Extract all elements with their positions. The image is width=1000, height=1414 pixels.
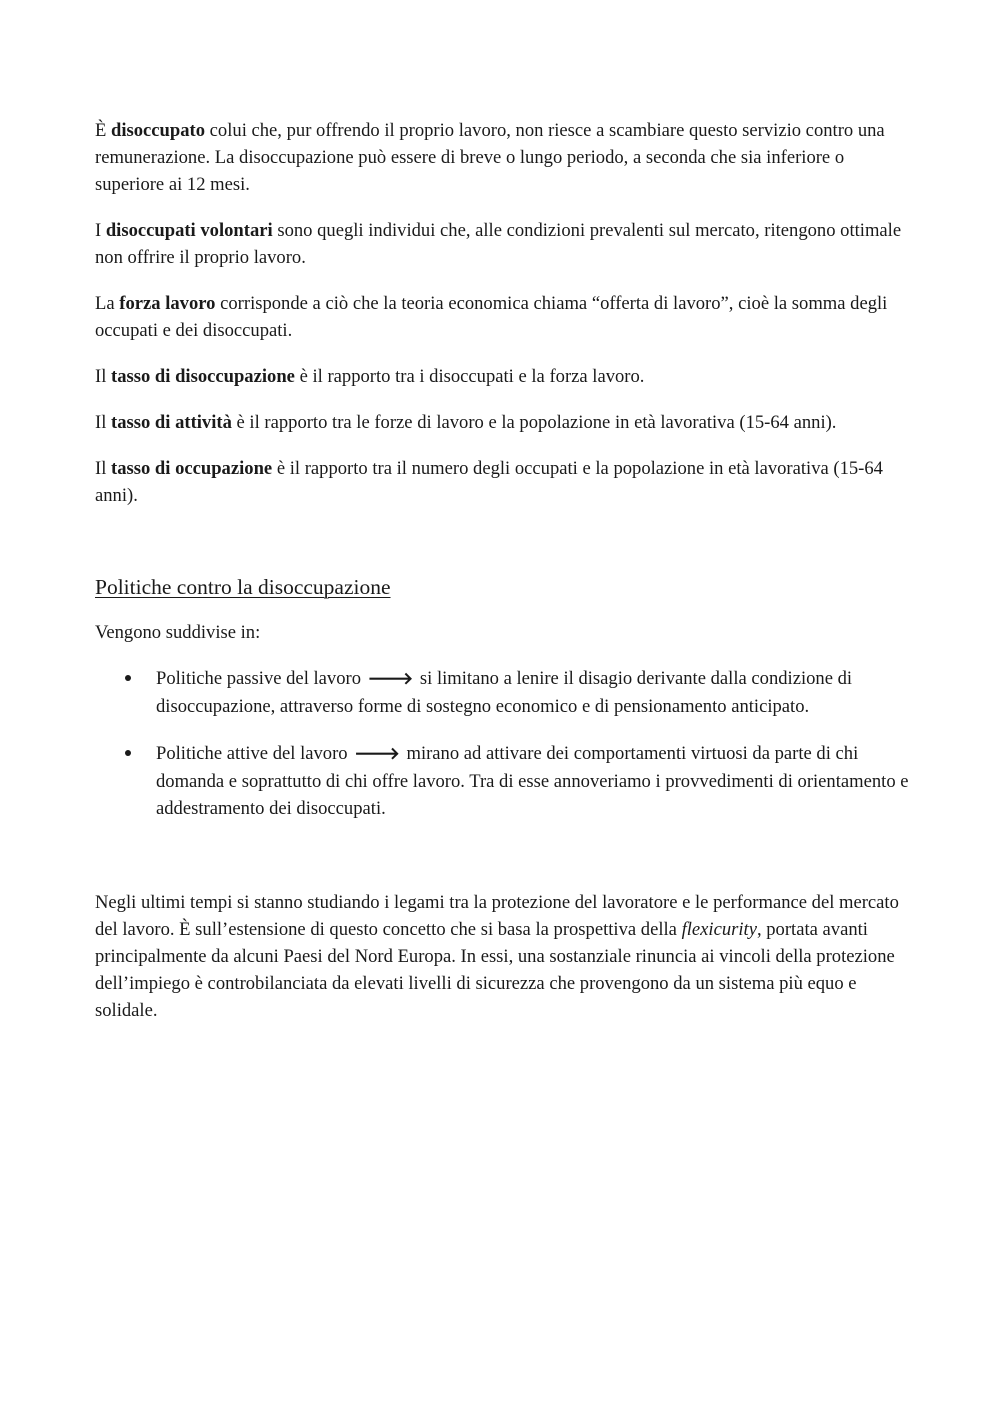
bullet-text: si limitano a lenire il disagio derivante dalla condizione di disoccupazione, attraverso forme di sostegno economico e di pensionamento anticipato. xyxy=(156,668,853,717)
text-run: è il rapporto tra i disoccupati e la forza lavoro. xyxy=(294,366,645,387)
text-run: colui che, pur offrendo il proprio lavoro, non riesce a scambiare questo servizio contro una remunerazione. La disoccupazione può essere di breve o lungo periodo, a seconda che sia inferiore o superiore ai 12 mesi. xyxy=(95,120,885,195)
bold-term: tasso di occupazione xyxy=(111,458,273,479)
section-intro: Vengono suddivise in: xyxy=(95,622,261,643)
text-run: Negli ultimi tempi si stanno studiando i legami tra la protezione del lavoratore e le performance del mercato del lavoro. È sull’estensione di questo concetto che si basa la prospettiva della xyxy=(95,892,899,940)
bold-term: disoccupati volontari xyxy=(105,220,273,241)
bold-term: tasso di disoccupazione xyxy=(111,366,295,387)
bold-term: tasso di attività xyxy=(111,412,232,433)
bullet-lead: Politiche passive del lavoro xyxy=(156,668,362,689)
text-run: I xyxy=(95,220,106,241)
paragraph-tasso-disoccupazione xyxy=(95,363,910,390)
bullet-list xyxy=(95,665,910,822)
paragraph-tasso-occupazione xyxy=(95,455,910,509)
text-run: È xyxy=(95,120,112,141)
bold-term: disoccupato xyxy=(111,120,206,141)
paragraph-flexicurity xyxy=(95,889,910,1024)
bullet-text: mirano ad attivare dei comportamenti virtuosi da parte di chi domanda e soprattutto di chi offre lavoro. Tra di esse annoveriamo i provvedimenti di orientamento e addestramento dei disoccupati. xyxy=(156,743,909,819)
bullet-lead: Politiche attive del lavoro xyxy=(156,743,348,764)
italic-term: flexicurity xyxy=(681,919,757,940)
paragraph-disoccupati-volontari xyxy=(95,217,910,271)
right-arrow-icon: 🡒 xyxy=(354,744,400,764)
list-item xyxy=(95,740,910,822)
text-run: è il rapporto tra le forze di lavoro e la popolazione in età lavorativa (15-64 anni). xyxy=(231,412,837,433)
text-run: sono quegli individui che, alle condizioni prevalenti sul mercato, ritengono ottimale non offrire il proprio lavoro. xyxy=(95,220,902,268)
text-run: corrisponde a ciò che la teoria economica chiama “offerta di lavoro”, cioè la somma degli occupati e dei disoccupati. xyxy=(95,293,888,341)
paragraph-disoccupato xyxy=(95,117,910,198)
bullet-icon xyxy=(125,675,131,681)
paragraph-forza-lavoro xyxy=(95,290,910,344)
text-run: è il rapporto tra il numero degli occupati e la popolazione in età lavorativa (15-64 anni). xyxy=(95,458,883,506)
right-arrow-icon: 🡒 xyxy=(367,669,414,689)
section-heading: Politiche contro la disoccupazione xyxy=(95,575,391,599)
bullet-icon xyxy=(125,750,131,756)
bold-term: forza lavoro xyxy=(119,293,216,314)
text-run: Il xyxy=(95,458,112,479)
text-run: Il xyxy=(95,412,112,433)
list-item xyxy=(95,665,910,720)
text-run: Il xyxy=(95,366,112,387)
text-run: , portata avanti principalmente da alcuni Paesi del Nord Europa. In essi, una sostanziale rinuncia ai vincoli della protezione dell’impiego è controbilanciata da elevati livelli di sicurezza che provengono da un sistema più equo e solidale. xyxy=(95,919,895,1021)
paragraph-tasso-attivita xyxy=(95,409,910,436)
document-page xyxy=(95,117,910,1043)
text-run: La xyxy=(95,293,120,314)
